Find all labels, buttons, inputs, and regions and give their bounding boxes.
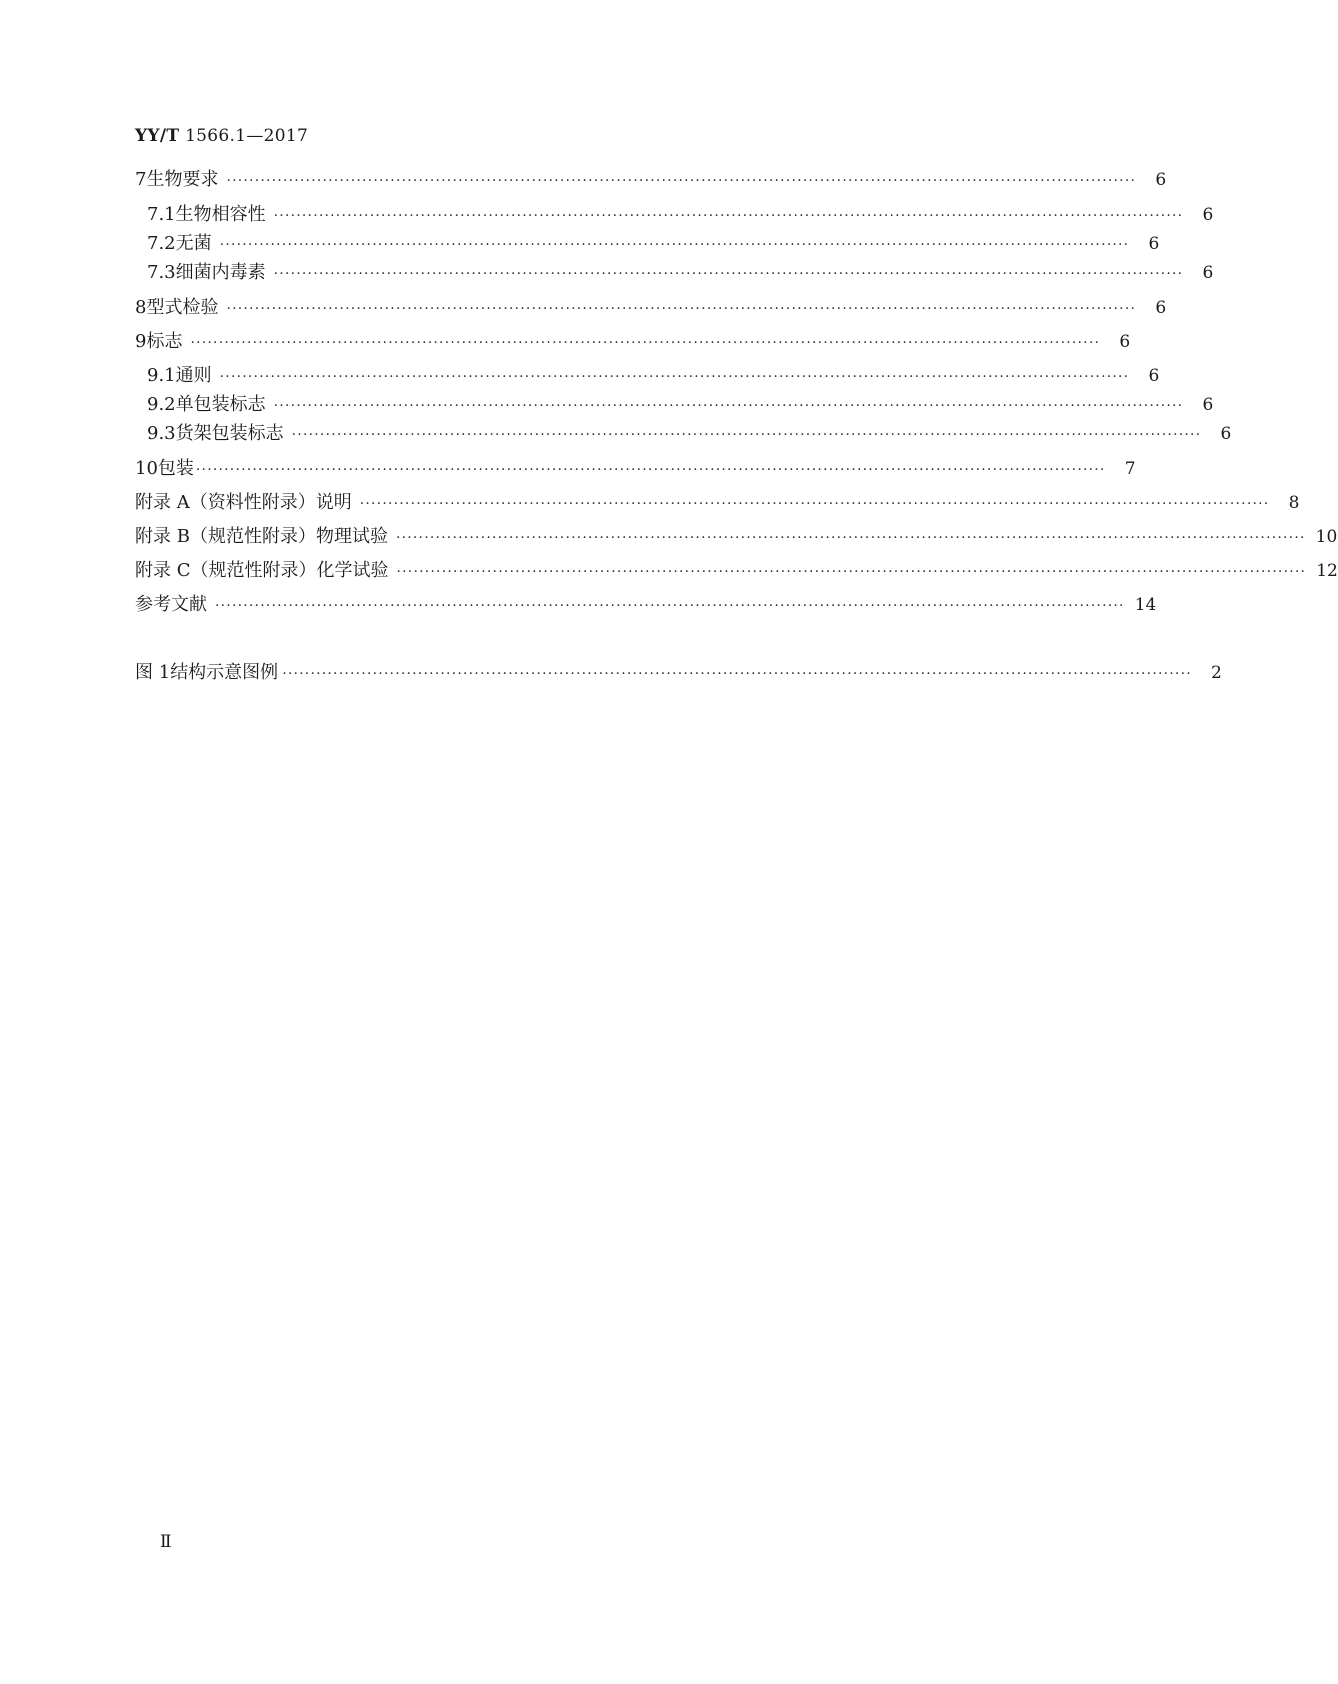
- toc-entry-page: 6: [1202, 395, 1214, 415]
- toc-entry-number: 9: [135, 331, 147, 352]
- toc-dot-leader: ·································································································································································: [282, 666, 1192, 682]
- toc-dot-leader: ·································································································································································: [273, 266, 1184, 282]
- toc-dot-leader: ·································································································································································: [226, 301, 1137, 317]
- toc-entry-number: 附录 A（资料性附录）: [135, 492, 316, 513]
- toc-entry-page: 10: [1315, 527, 1338, 547]
- toc-entry-title: 无菌: [175, 233, 212, 254]
- toc-entry-8[interactable]: [135, 296, 1167, 321]
- toc-entry-number: 7.1: [147, 204, 176, 225]
- toc-dot-leader: ·································································································································································: [291, 427, 1202, 443]
- toc-entry-title: 货架包装标志: [175, 423, 284, 444]
- toc-entry-title: 通则: [175, 365, 212, 386]
- toc-entry-title: 生物要求: [146, 169, 219, 190]
- toc-dot-leader: ·································································································································································: [219, 237, 1130, 253]
- toc-entry-9-2[interactable]: [147, 393, 1214, 418]
- toc-entry-number: 附录 C（规范性附录）: [135, 560, 317, 581]
- toc-entry-9-3[interactable]: [147, 422, 1232, 447]
- toc-dot-leader: ·································································································································································: [190, 335, 1101, 351]
- toc-entry-title: 化学试验: [316, 560, 389, 581]
- page-number: Ⅱ: [160, 1532, 172, 1552]
- toc-entry-page: 8: [1288, 493, 1300, 513]
- toc-entry-9[interactable]: [135, 330, 1131, 355]
- toc-entry-page: 14: [1134, 595, 1157, 615]
- toc-entry-title: 参考文献: [135, 594, 207, 615]
- toc-entry-page: 6: [1148, 234, 1160, 254]
- toc-entry-10[interactable]: [135, 457, 1136, 482]
- toc-entry-7-2[interactable]: [147, 232, 1160, 257]
- toc-entry-number: 7.3: [147, 262, 176, 283]
- toc-dot-leader: ·································································································································································: [395, 530, 1306, 546]
- toc-dot-leader: ·································································································································································: [396, 564, 1307, 580]
- toc-dot-leader: ·································································································································································: [273, 398, 1184, 414]
- toc-entry-7-3[interactable]: [147, 261, 1214, 286]
- toc-entry-page: 6: [1202, 263, 1214, 283]
- toc-entry-page: 2: [1211, 663, 1222, 683]
- toc-entry-number: 7.2: [147, 233, 176, 254]
- toc-entry-page: 6: [1155, 170, 1167, 190]
- toc-dot-leader: ·································································································································································: [195, 462, 1106, 478]
- toc-entry-7-1[interactable]: [147, 203, 1214, 228]
- toc-entry-number: 7: [135, 169, 147, 190]
- toc-dot-leader: ·································································································································································: [273, 208, 1184, 224]
- toc-entry-number: 9.2: [147, 394, 176, 415]
- toc-entry-references[interactable]: [135, 593, 1157, 618]
- standard-prefix: YY/T: [135, 126, 180, 146]
- toc-entry-number: 10: [135, 458, 158, 479]
- toc-dot-leader: ·································································································································································: [215, 598, 1125, 614]
- toc-dot-leader: ·································································································································································: [226, 173, 1137, 189]
- toc-entry-7[interactable]: [135, 168, 1167, 193]
- toc-entry-number: 8: [135, 297, 147, 318]
- toc-entry-title: 生物相容性: [175, 204, 266, 225]
- toc-entry-number: 9.3: [147, 423, 176, 444]
- toc-entry-page: 6: [1119, 332, 1131, 352]
- toc-entry-page: 6: [1220, 424, 1232, 444]
- toc-entry-number: 图 1: [135, 662, 171, 683]
- toc-dot-leader: ·································································································································································: [219, 369, 1130, 385]
- toc-entry-title: 包装: [157, 458, 194, 479]
- toc-entry-title: 标志: [146, 331, 183, 352]
- toc-entry-title: 单包装标志: [175, 394, 266, 415]
- toc-entry-page: 6: [1202, 205, 1214, 225]
- toc-dot-leader: ·································································································································································: [359, 496, 1270, 512]
- toc-entry-page: 6: [1148, 366, 1160, 386]
- toc-entry-page: 6: [1155, 298, 1167, 318]
- toc-entry-page: 12: [1316, 561, 1338, 581]
- standard-number: 1566.1—2017: [185, 126, 309, 146]
- toc-entry-title: 型式检验: [146, 297, 219, 318]
- toc-entry-page: 7: [1124, 459, 1136, 479]
- toc-entry-appendix-c[interactable]: [135, 559, 1338, 584]
- toc-entry-number: 附录 B（规范性附录）: [135, 526, 316, 547]
- toc-entry-number: 9.1: [147, 365, 176, 386]
- toc-entry-title: 细菌内毒素: [175, 262, 266, 283]
- toc-entry-9-1[interactable]: [147, 364, 1160, 389]
- toc-entry-figure-1[interactable]: [135, 661, 1222, 686]
- toc-entry-title: 物理试验: [315, 526, 388, 547]
- toc-entry-appendix-b[interactable]: [135, 525, 1338, 550]
- toc-entry-title: 结构示意图例: [170, 662, 279, 683]
- toc-entry-title: 说明: [315, 492, 352, 513]
- toc-entry-appendix-a[interactable]: [135, 491, 1300, 516]
